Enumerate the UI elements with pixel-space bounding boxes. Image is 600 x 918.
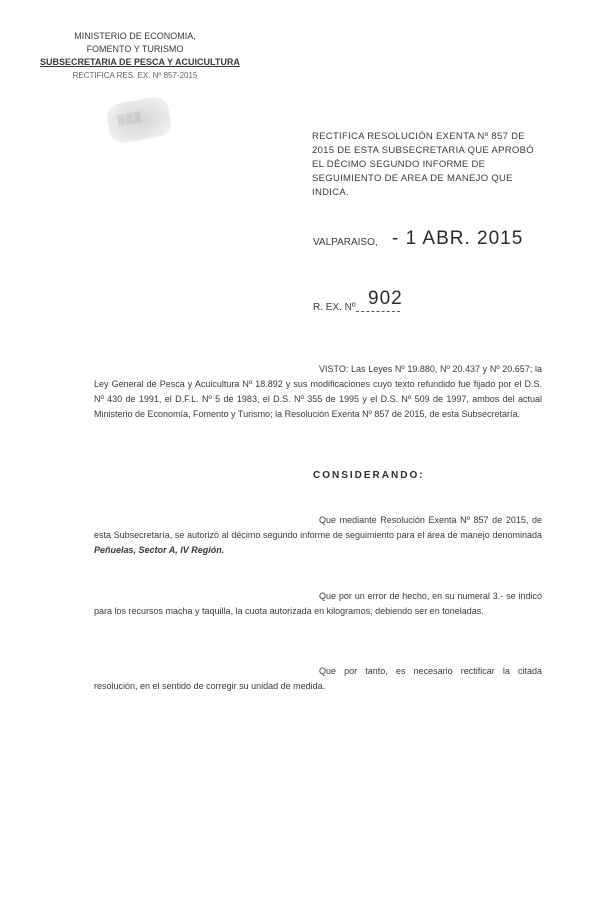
p1-text: Que mediante Resolución Exenta Nº 857 de 2015, de esta Subsecretaría, se autorizó al décimo segundo informe de seguimiento para el área de manejo denominada <box>94 515 542 540</box>
document-subject: RECTIFICA RESOLUCIÓN EXENTA Nº 857 DE 2015 DE ESTA SUBSECRETARIA QUE APROBÓ EL DÉCIMO SEGUNDO INFORME DE SEGUIMIENTO DE AREA DE MANEJO QUE INDICA. <box>312 131 534 198</box>
considerando-paragraph-1 <box>94 513 542 558</box>
letterhead-ministry-2: FOMENTO Y TURISMO <box>86 44 184 54</box>
letterhead-reference: RECTIFICA RES. EX. Nº 857-2015 <box>72 71 198 80</box>
resolution-number: 902 <box>368 288 403 309</box>
resolution-label: R. EX. Nº <box>313 302 356 313</box>
considerando-paragraph-2: Que por un error de hecho, en su numeral 3.- se indicó para los recursos macha y taquilla, la cuota autorizada en kilogramos, debiendo ser en toneladas. <box>94 591 542 616</box>
considerando-heading: CONSIDERANDO: <box>313 470 425 481</box>
stamp-mark: ▒▒▒ <box>116 111 143 127</box>
letterhead-ministry: MINISTERIO DE ECONOMIA, <box>74 31 196 41</box>
letterhead <box>40 30 240 82</box>
date-stamp: - 1 ABR. 2015 <box>392 228 524 249</box>
p1-area-name: Peñuelas, Sector A, IV Región. <box>94 545 225 555</box>
place-label: VALPARAISO, <box>313 237 378 248</box>
letterhead-subsecretaria: SUBSECRETARIA DE PESCA Y ACUICULTURA <box>40 57 240 67</box>
official-stamp <box>105 95 173 145</box>
considerando-paragraph-3: Que por tanto, es necesario rectificar la citada resolución, en el sentido de corregir su unidad de medida. <box>94 666 542 691</box>
resolution-number-line <box>356 311 400 312</box>
visto-paragraph: VISTO: Las Leyes Nº 19.880, Nº 20.437 y Nº 20.657; la Ley General de Pesca y Acuicultura Nº 18.892 y sus modificaciones cuyo texto refundido fue fijado por el D.S. Nº 430 de 1991, el D.F.L. Nº 5 de 1983, el D.S. Nº 355 de 1995 y el D.S. Nº 509 de 1997, ambos del actual Ministerio de Economía, Fomento y Turismo; la Resolución Exenta Nº 857 de 2015, de esta Subsecretaría. <box>94 364 542 419</box>
